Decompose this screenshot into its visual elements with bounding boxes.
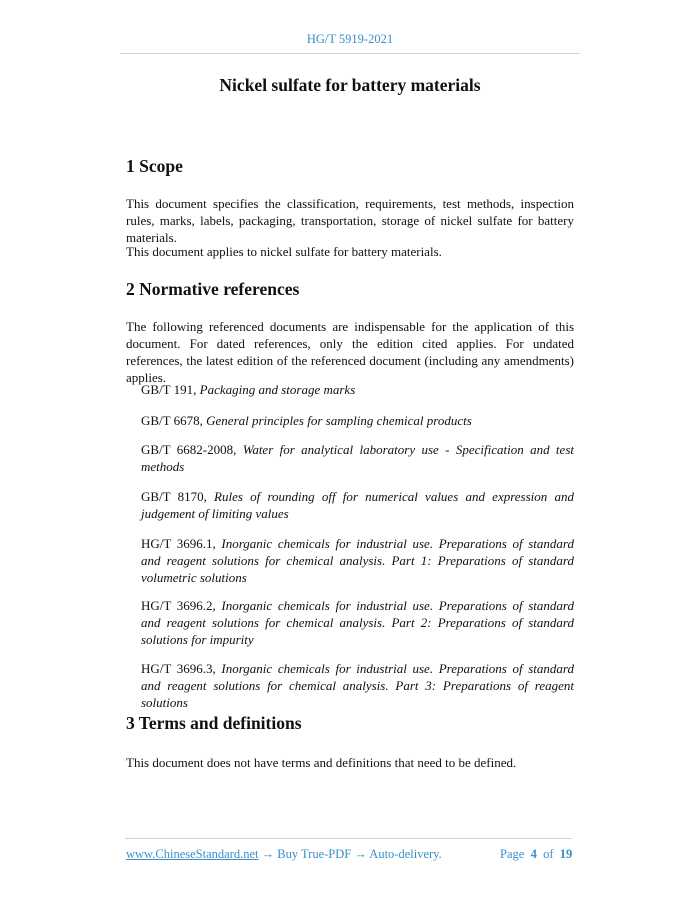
document-title: Nickel sulfate for battery materials	[219, 75, 481, 95]
reference-code: HG/T 3696.3,	[141, 661, 216, 676]
reference-title: Inorganic chemicals for industrial use. Preparations of standard and reagent solutions for chemical analysis. Part 3: Preparations of reagent solutions	[141, 661, 574, 710]
reference-title: General principles for sampling chemical products	[206, 413, 472, 428]
header-divider	[120, 53, 580, 54]
reference-title: Water for analytical laboratory use - Specification and test methods	[141, 442, 574, 474]
reference-item	[141, 381, 574, 398]
reference-item	[141, 412, 574, 429]
document-code-header: HG/T 5919-2021	[306, 32, 394, 46]
section-heading-terms-definitions: 3 Terms and definitions	[126, 713, 302, 733]
page-indicator	[500, 847, 572, 862]
section-heading-normative-references: 2 Normative references	[126, 279, 300, 299]
reference-code: HG/T 3696.1,	[141, 536, 216, 551]
paragraph: This document specifies the classification, requirements, test methods, inspection rules, marks, labels, packaging, transportation, storage of nickel sulfate for battery materials.	[126, 196, 574, 245]
reference-title: Rules of rounding off for numerical values and expression and judgement of limiting values	[141, 489, 574, 521]
paragraph: The following referenced documents are indispensable for the application of this document. For dated references, only the edition cited applies. For undated references, the latest edition of the referenced document (including any amendments) applies.	[126, 319, 574, 385]
page-number: 4	[530, 847, 537, 861]
reference-code: GB/T 191,	[141, 382, 197, 397]
reference-item	[141, 660, 574, 711]
of-label: of	[543, 847, 554, 861]
reference-code: GB/T 6682-2008,	[141, 442, 237, 457]
paragraph: This document does not have terms and definitions that need to be defined.	[126, 755, 517, 770]
footer-divider	[125, 838, 572, 839]
paragraph: This document applies to nickel sulfate for battery materials.	[126, 244, 442, 259]
reference-title: Inorganic chemicals for industrial use. Preparations of standard and reagent solutions for chemical analysis. Part 1: Preparations of standard volumetric solutions	[141, 536, 574, 585]
reference-item	[141, 441, 574, 475]
page-label: Page	[500, 847, 525, 861]
reference-code: GB/T 6678,	[141, 413, 203, 428]
reference-item	[141, 488, 574, 522]
reference-title: Packaging and storage marks	[199, 382, 356, 397]
reference-item	[141, 535, 574, 586]
page-total: 19	[559, 847, 573, 861]
chinesestandard-link[interactable]: www.ChineseStandard.net	[126, 847, 259, 861]
reference-item	[141, 597, 574, 648]
footer-text	[126, 847, 442, 862]
reference-code: HG/T 3696.2,	[141, 598, 216, 613]
footer-tagline: → Buy True-PDF → Auto-delivery.	[258, 847, 442, 861]
section-heading-scope: 1 Scope	[126, 156, 183, 176]
reference-title: Inorganic chemicals for industrial use. Preparations of standard and reagent solutions for chemical analysis. Part 2: Preparations of standard solutions for impurity	[141, 598, 574, 647]
reference-code: GB/T 8170,	[141, 489, 207, 504]
